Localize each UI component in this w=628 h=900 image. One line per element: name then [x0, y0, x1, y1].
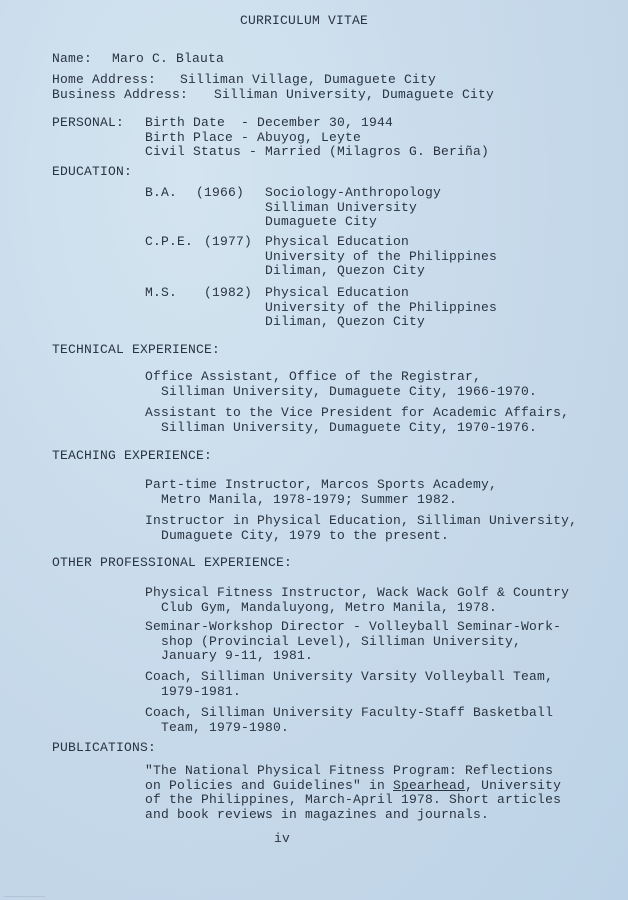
publication-text: , University: [465, 777, 562, 793]
education-details: [265, 186, 441, 230]
other-item: [145, 670, 553, 699]
education-line: Dumaguete City: [265, 214, 378, 229]
footer-text: ...........................................: [4, 894, 46, 898]
education-year: (1966): [196, 185, 245, 200]
technical-item: [145, 370, 537, 399]
publication-line: [145, 779, 561, 794]
publication-line: "The National Physical Fitness Program: Reflections: [145, 763, 554, 778]
other-item: [145, 586, 569, 615]
education-degree: B.A.: [145, 185, 178, 200]
publication-line: and book reviews in magazines and journals.: [145, 806, 490, 822]
education-line: Physical Education: [265, 234, 410, 249]
item-line: Coach, Silliman University Faculty-Staff Basketball: [145, 705, 554, 720]
education-line: University of the Philippines: [265, 248, 498, 264]
other-experience-label: OTHER PROFESSIONAL EXPERIENCE:: [52, 555, 293, 570]
education-year: (1977): [204, 234, 253, 249]
personal-details: [145, 116, 489, 160]
page-number: iv: [274, 831, 291, 846]
item-line: 1979-1981.: [161, 683, 242, 699]
item-line: Silliman University, Dumaguete City, 1970-1976.: [161, 419, 538, 435]
item-line: Dumaguete City, 1979 to the present.: [161, 527, 450, 543]
home-address-value: Silliman Village, Dumaguete City: [180, 72, 437, 87]
other-item: [145, 620, 561, 664]
publication-line: of the Philippines, March-April 1978. Short articles: [145, 792, 562, 807]
item-line: January 9-11, 1981.: [161, 648, 314, 663]
education-year: (1982): [204, 285, 253, 300]
item-line: Metro Manila, 1978-1979; Summer 1982.: [161, 491, 458, 507]
teaching-experience-label: TEACHING EXPERIENCE:: [52, 448, 213, 463]
publications-text: [145, 764, 561, 822]
education-label: EDUCATION:: [52, 164, 133, 179]
item-line: Club Gym, Mandaluyong, Metro Manila, 1978.: [161, 599, 498, 615]
teaching-item: [145, 478, 497, 507]
personal-line: Civil Status - Married (Milagros G. Beriña): [145, 144, 490, 159]
other-item: [145, 706, 553, 735]
publications-label: PUBLICATIONS:: [52, 740, 157, 755]
spearhead-title: Spearhead: [393, 777, 466, 793]
technical-item: [145, 406, 569, 435]
home-address-label: Home Address:: [52, 72, 157, 87]
item-line: Office Assistant, Office of the Registrar,: [145, 369, 482, 384]
education-line: Silliman University: [265, 199, 418, 215]
education-line: Sociology-Anthropology: [265, 185, 442, 200]
item-line: Seminar-Workshop Director - Volleyball Seminar-Work-: [145, 619, 562, 634]
item-line: Coach, Silliman University Varsity Volleyball Team,: [145, 669, 554, 684]
personal-line: Birth Date - December 30, 1944: [145, 115, 394, 130]
education-details: [265, 235, 497, 279]
education-line: Physical Education: [265, 285, 410, 300]
technical-experience-label: TECHNICAL EXPERIENCE:: [52, 342, 221, 357]
item-line: Team, 1979-1980.: [161, 719, 290, 735]
name-value: Maro C. Blauta: [112, 51, 225, 66]
personal-line: Birth Place - Abuyog, Leyte: [145, 129, 362, 145]
item-line: Assistant to the Vice President for Academic Affairs,: [145, 405, 570, 420]
education-line: University of the Philippines: [265, 299, 498, 315]
item-line: Physical Fitness Instructor, Wack Wack Golf & Country: [145, 585, 570, 600]
personal-label: PERSONAL:: [52, 115, 125, 130]
item-line: shop (Provincial Level), Silliman University,: [161, 633, 522, 649]
item-line: Silliman University, Dumaguete City, 1966-1970.: [161, 383, 538, 399]
item-line: Instructor in Physical Education, Silliman University,: [145, 513, 578, 528]
name-label: Name:: [52, 51, 93, 66]
education-line: Diliman, Quezon City: [265, 263, 426, 278]
education-degree: M.S.: [145, 285, 178, 300]
publication-text: on Policies and Guidelines" in: [145, 777, 394, 793]
teaching-item: [145, 514, 577, 543]
education-line: Diliman, Quezon City: [265, 314, 426, 329]
education-degree: C.P.E.: [145, 234, 194, 249]
item-line: Part-time Instructor, Marcos Sports Academy,: [145, 477, 498, 492]
education-details: [265, 286, 497, 330]
business-address-value: Silliman University, Dumaguete City: [214, 87, 495, 102]
cv-title: CURRICULUM VITAE: [240, 13, 369, 28]
business-address-label: Business Address:: [52, 87, 189, 102]
